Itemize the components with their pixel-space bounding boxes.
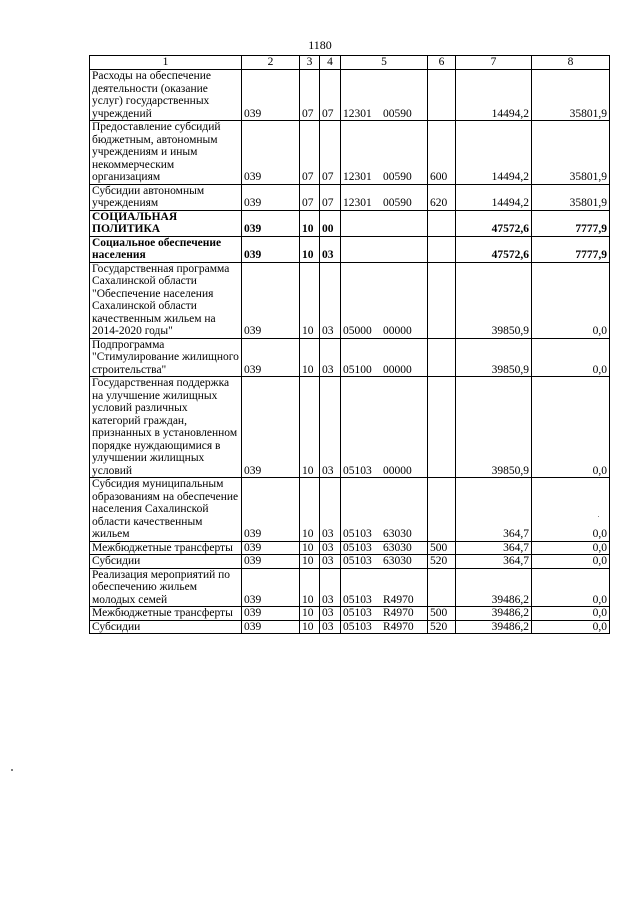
row-section-code: 07 — [300, 184, 320, 210]
row-ministry-code: 039 — [242, 236, 300, 262]
col-header-6: 6 — [428, 56, 456, 70]
row-expense-type: 520 — [428, 555, 456, 569]
row-amount-2: 7777,9 — [532, 236, 610, 262]
col-header-8: 8 — [532, 56, 610, 70]
row-amount-2: 0,0 — [532, 607, 610, 621]
target-article-direction: 63030 — [383, 541, 412, 554]
row-subsection-code: 03 — [320, 541, 341, 555]
target-article-direction: 00590 — [383, 107, 412, 120]
target-article-program: 05103 — [343, 620, 372, 633]
col-header-1: 1 — [90, 56, 242, 70]
row-amount-1: 47572,6 — [456, 210, 532, 236]
target-article-program: 12301 — [343, 197, 372, 209]
row-name: Государственная поддержка на улучшение жилищных условий различных категорий граждан, признанных в установленном порядке нуждающимися в улучшении жилищных условий — [90, 377, 242, 478]
row-amount-2: 0,0 — [532, 620, 610, 634]
row-target-article — [341, 555, 428, 569]
row-subsection-code: 03 — [320, 607, 341, 621]
row-name: Межбюджетные трансферты — [90, 607, 242, 621]
row-amount-2: 0,0 — [532, 568, 610, 607]
row-name: Подпрограмма "Стимулирование жилищного строительства" — [90, 338, 242, 377]
row-subsection-code: 03 — [320, 236, 341, 262]
row-section-code: 07 — [300, 121, 320, 185]
col-header-7: 7 — [456, 56, 532, 70]
row-expense-type — [428, 338, 456, 377]
table-row — [90, 568, 610, 607]
target-article-direction: 00590 — [383, 171, 412, 183]
row-ministry-code: 039 — [242, 541, 300, 555]
row-amount-1: 39850,9 — [456, 262, 532, 338]
row-expense-type — [428, 478, 456, 542]
row-subsection-code: 07 — [320, 70, 341, 121]
row-ministry-code: 039 — [242, 607, 300, 621]
row-expense-type — [428, 377, 456, 478]
row-subsection-code: 00 — [320, 210, 341, 236]
target-article-program: 05103 — [343, 528, 372, 540]
row-section-code: 10 — [300, 620, 320, 634]
row-ministry-code: 039 — [242, 478, 300, 542]
target-article-direction: 00000 — [383, 325, 412, 337]
row-amount-2: 0,0 — [532, 555, 610, 569]
row-amount-1: 364,7 — [456, 478, 532, 542]
table-row — [90, 236, 610, 262]
col-header-3: 3 — [300, 56, 320, 70]
table-row — [90, 555, 610, 569]
row-section-code: 10 — [300, 607, 320, 621]
row-subsection-code: 03 — [320, 262, 341, 338]
row-ministry-code: 039 — [242, 338, 300, 377]
table-row — [90, 607, 610, 621]
target-article-direction: 63030 — [383, 555, 412, 567]
row-target-article — [341, 620, 428, 634]
target-article-program: 05100 — [343, 363, 372, 376]
scan-mark — [11, 769, 13, 771]
col-header-2: 2 — [242, 56, 300, 70]
row-amount-1: 39486,2 — [456, 620, 532, 634]
row-name: Реализация мероприятий по обеспечению жильем молодых семей — [90, 568, 242, 607]
row-name: Субсидии — [90, 620, 242, 634]
row-ministry-code: 039 — [242, 555, 300, 569]
row-amount-1: 39486,2 — [456, 607, 532, 621]
target-article-direction: R4970 — [383, 620, 414, 633]
row-amount-1: 364,7 — [456, 555, 532, 569]
table-row — [90, 262, 610, 338]
row-expense-type — [428, 262, 456, 338]
row-expense-type — [428, 210, 456, 236]
row-name: Государственная программа Сахалинской области "Обеспечение населения Сахалинской области качественным жильем на 2014-2020 годы" — [90, 262, 242, 338]
row-target-article — [341, 568, 428, 607]
row-target-article — [341, 541, 428, 555]
row-expense-type — [428, 568, 456, 607]
header-row — [90, 56, 610, 70]
row-subsection-code: 03 — [320, 568, 341, 607]
target-article-program: 05103 — [343, 555, 372, 567]
row-amount-2: 0,0 — [532, 377, 610, 478]
row-expense-type — [428, 236, 456, 262]
row-amount-2: 35801,9 — [532, 184, 610, 210]
row-amount-2: 35801,9 — [532, 70, 610, 121]
row-name: СОЦИАЛЬНАЯ ПОЛИТИКА — [90, 210, 242, 236]
row-ministry-code: 039 — [242, 377, 300, 478]
row-target-article — [341, 478, 428, 542]
row-name: Социальное обеспечение населения — [90, 236, 242, 262]
row-section-code: 10 — [300, 236, 320, 262]
row-amount-1: 14494,2 — [456, 121, 532, 185]
table-row — [90, 121, 610, 185]
row-expense-type: 500 — [428, 541, 456, 555]
row-name: Межбюджетные трансферты — [90, 541, 242, 555]
row-amount-1: 39850,9 — [456, 338, 532, 377]
row-section-code: 10 — [300, 262, 320, 338]
table-row — [90, 338, 610, 377]
table-row — [90, 377, 610, 478]
row-amount-2: 0,0 — [532, 541, 610, 555]
row-expense-type: 600 — [428, 121, 456, 185]
row-subsection-code: 07 — [320, 121, 341, 185]
target-article-program: 12301 — [343, 107, 372, 120]
row-amount-1: 39486,2 — [456, 568, 532, 607]
row-name: Субсидия муниципальным образованиям на обеспечение населения Сахалинской области качественным жильем — [90, 478, 242, 542]
row-name: Расходы на обеспечение деятельности (оказание услуг) государственных учреждений — [90, 70, 242, 121]
target-article-direction: 63030 — [383, 528, 412, 540]
row-subsection-code: 03 — [320, 338, 341, 377]
row-ministry-code: 039 — [242, 568, 300, 607]
row-target-article — [341, 121, 428, 185]
scan-mark — [598, 516, 599, 517]
row-ministry-code: 039 — [242, 620, 300, 634]
target-article-program: 05000 — [343, 325, 372, 337]
row-expense-type: 620 — [428, 184, 456, 210]
row-section-code: 10 — [300, 338, 320, 377]
row-name: Субсидии — [90, 555, 242, 569]
row-ministry-code: 039 — [242, 70, 300, 121]
row-amount-2: 35801,9 — [532, 121, 610, 185]
table-row — [90, 70, 610, 121]
row-target-article — [341, 262, 428, 338]
row-section-code: 10 — [300, 568, 320, 607]
target-article-direction: 00590 — [383, 197, 412, 209]
row-name: Субсидии автономным учреждениям — [90, 184, 242, 210]
target-article-program: 05103 — [343, 541, 372, 554]
target-article-direction: 00000 — [383, 363, 412, 376]
row-target-article — [341, 184, 428, 210]
col-header-4: 4 — [320, 56, 341, 70]
row-amount-1: 14494,2 — [456, 70, 532, 121]
row-section-code: 10 — [300, 541, 320, 555]
row-section-code: 10 — [300, 478, 320, 542]
row-ministry-code: 039 — [242, 121, 300, 185]
target-article-direction: R4970 — [383, 593, 414, 606]
table-row — [90, 541, 610, 555]
row-amount-1: 14494,2 — [456, 184, 532, 210]
col-header-5: 5 — [341, 56, 428, 70]
table-row — [90, 478, 610, 542]
row-expense-type: 500 — [428, 607, 456, 621]
row-amount-2: 0,0 — [532, 338, 610, 377]
row-target-article — [341, 607, 428, 621]
row-amount-2: 0,0 — [532, 478, 610, 542]
table-row — [90, 210, 610, 236]
row-ministry-code: 039 — [242, 262, 300, 338]
row-section-code: 10 — [300, 555, 320, 569]
row-amount-2: 7777,9 — [532, 210, 610, 236]
row-section-code: 10 — [300, 377, 320, 478]
target-article-program: 05103 — [343, 593, 372, 606]
table-row — [90, 184, 610, 210]
row-expense-type: 520 — [428, 620, 456, 634]
row-expense-type — [428, 70, 456, 121]
row-amount-1: 47572,6 — [456, 236, 532, 262]
row-name: Предоставление субсидий бюджетным, автономным учреждениям и иным некоммерческим организациям — [90, 121, 242, 185]
row-amount-1: 39850,9 — [456, 377, 532, 478]
target-article-program: 05103 — [343, 607, 372, 619]
row-target-article — [341, 236, 428, 262]
row-amount-2: 0,0 — [532, 262, 610, 338]
target-article-program: 05103 — [343, 464, 372, 477]
target-article-direction: 00000 — [383, 464, 412, 477]
target-article-program: 12301 — [343, 171, 372, 183]
row-amount-1: 364,7 — [456, 541, 532, 555]
page-number: 1180 — [308, 38, 332, 52]
target-article-direction: R4970 — [383, 607, 414, 619]
budget-table — [89, 55, 610, 634]
row-target-article — [341, 338, 428, 377]
row-subsection-code: 03 — [320, 620, 341, 634]
row-target-article — [341, 377, 428, 478]
row-target-article — [341, 70, 428, 121]
row-subsection-code: 07 — [320, 184, 341, 210]
row-section-code: 10 — [300, 210, 320, 236]
table-body — [90, 70, 610, 634]
row-ministry-code: 039 — [242, 184, 300, 210]
row-subsection-code: 03 — [320, 555, 341, 569]
row-ministry-code: 039 — [242, 210, 300, 236]
row-section-code: 07 — [300, 70, 320, 121]
table-row — [90, 620, 610, 634]
row-subsection-code: 03 — [320, 478, 341, 542]
row-subsection-code: 03 — [320, 377, 341, 478]
row-target-article — [341, 210, 428, 236]
